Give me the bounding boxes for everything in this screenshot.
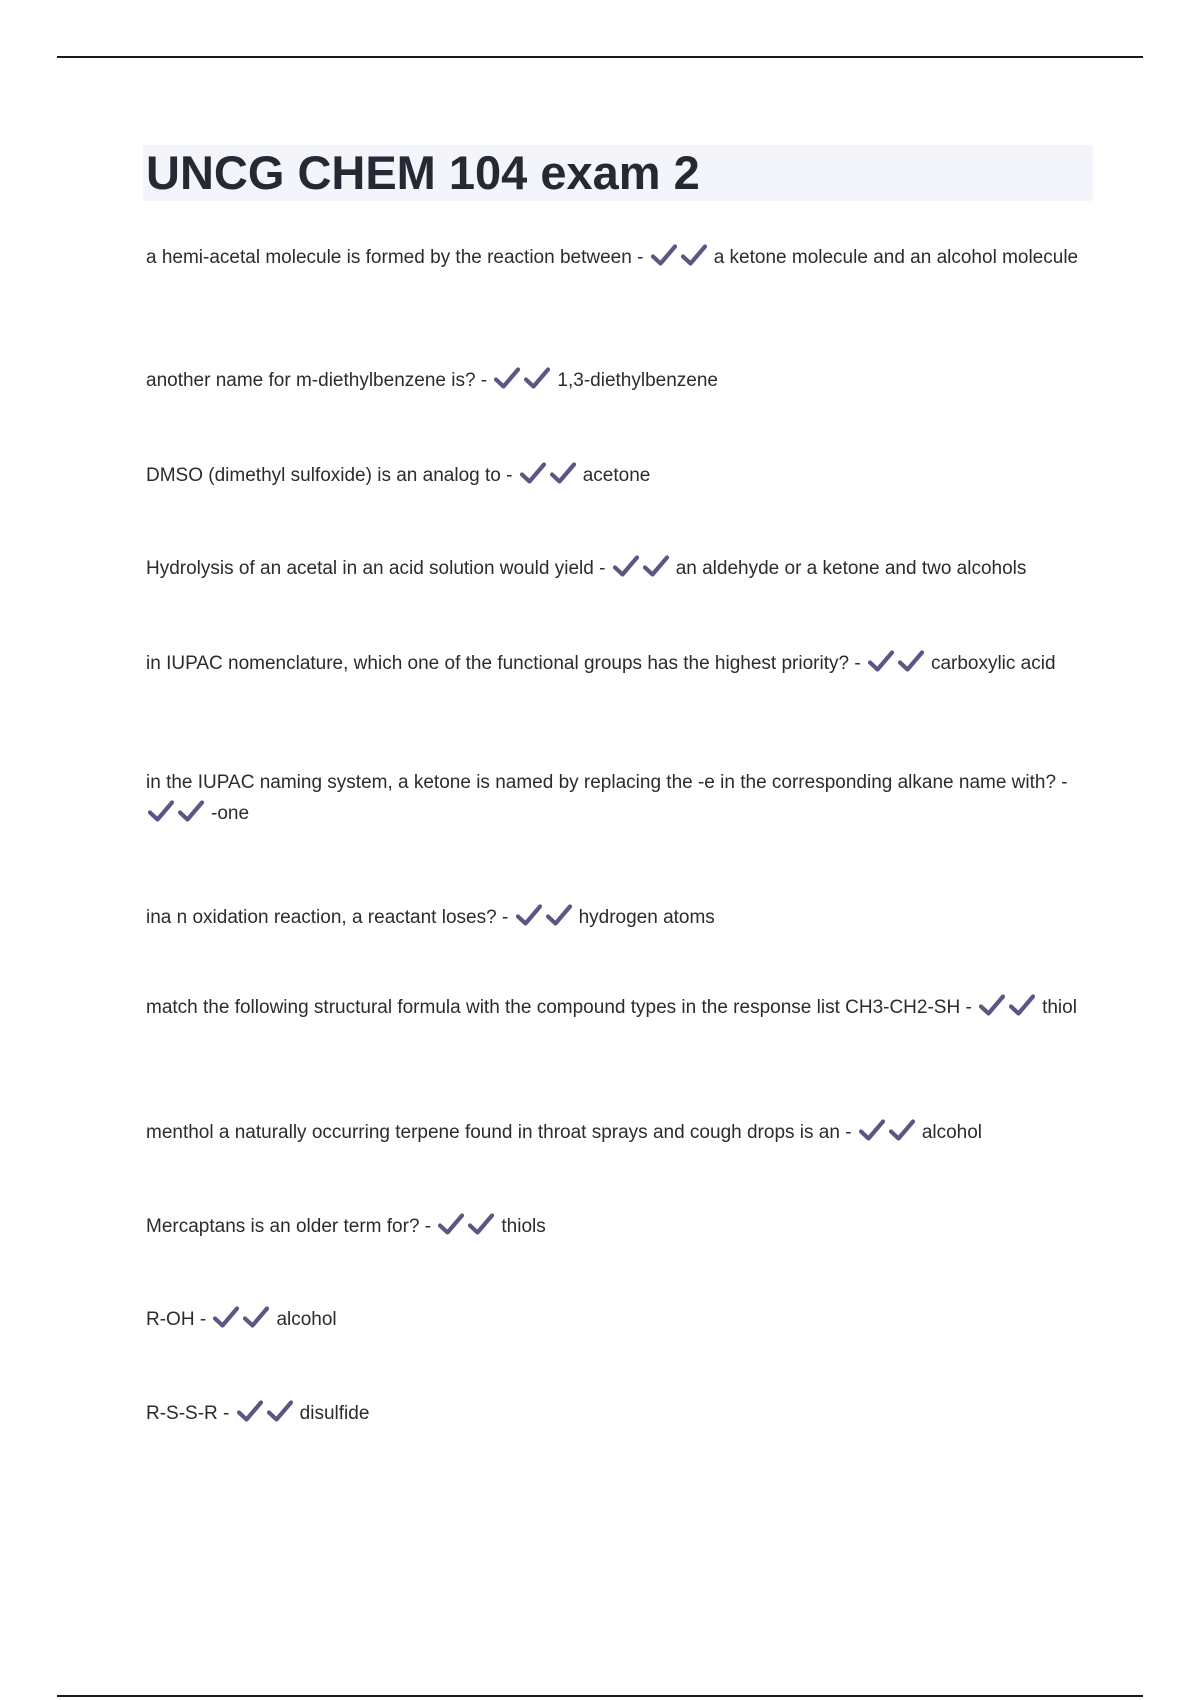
qa-item (146, 648, 1096, 682)
checkmark-icon (468, 1213, 494, 1235)
answer-text: hydrogen atoms (578, 907, 715, 928)
checkmark-icon (243, 1306, 269, 1328)
answer-text: disulfide (299, 1403, 370, 1424)
checkmark-icon (178, 800, 204, 822)
checkmark-icon (494, 367, 520, 389)
checkmark-icon (889, 1119, 915, 1141)
checkmark-icon (859, 1119, 885, 1141)
qa-item (146, 1304, 1096, 1338)
answer-text: thiol (1042, 997, 1077, 1018)
checkmark-icon (237, 1400, 263, 1422)
qa-item (146, 1211, 1096, 1245)
qa-item (146, 553, 1096, 587)
answer-marker (868, 650, 928, 682)
question-text: DMSO (dimethyl sulfoxide) is an analog to - (146, 465, 513, 486)
question-text: in the IUPAC naming system, a ketone is named by replacing the -e in the corresponding alkane name with? - (146, 772, 1068, 793)
answer-marker (979, 994, 1039, 1026)
checkmark-icon (643, 555, 669, 577)
checkmark-icon (1009, 994, 1035, 1016)
checkmark-icon (898, 650, 924, 672)
answer-text: alcohol (921, 1122, 983, 1143)
qa-item (146, 992, 1096, 1026)
checkmark-icon (681, 244, 707, 266)
document-title: UNCG CHEM 104 exam 2 (146, 146, 700, 199)
answer-text: an aldehyde or a ketone and two alcohols (675, 558, 1027, 579)
answer-text: acetone (582, 465, 651, 486)
answer-text: 1,3-diethylbenzene (557, 370, 718, 391)
answer-marker (213, 1306, 273, 1338)
checkmark-icon (148, 800, 174, 822)
checkmark-icon (213, 1306, 239, 1328)
qa-item (146, 1398, 1096, 1432)
checkmark-icon (613, 555, 639, 577)
top-divider (57, 56, 1143, 58)
answer-marker (859, 1119, 919, 1151)
qa-item (146, 242, 1096, 276)
question-text: match the following structural formula with the compound types in the response list CH3-CH2-SH - (146, 997, 972, 1018)
question-text: menthol a naturally occurring terpene found in throat sprays and cough drops is an - (146, 1122, 852, 1143)
answer-text: -one (211, 803, 250, 824)
answer-marker (494, 367, 554, 399)
checkmark-icon (868, 650, 894, 672)
answer-marker (237, 1400, 297, 1432)
qa-item (146, 902, 1096, 936)
checkmark-icon (979, 994, 1005, 1016)
checkmark-icon (520, 462, 546, 484)
answer-text: thiols (501, 1216, 546, 1237)
question-text: another name for m-diethylbenzene is? - (146, 370, 488, 391)
question-text: Hydrolysis of an acetal in an acid solution would yield - (146, 558, 606, 579)
answer-marker (516, 904, 576, 936)
question-text: ina n oxidation reaction, a reactant loses? - (146, 907, 509, 928)
checkmark-icon (267, 1400, 293, 1422)
question-text: a hemi-acetal molecule is formed by the reaction between - (146, 247, 644, 268)
answer-text: alcohol (276, 1309, 337, 1330)
bottom-divider (57, 1695, 1143, 1697)
checkmark-icon (516, 904, 542, 926)
qa-item (146, 365, 1096, 399)
question-text: Mercaptans is an older term for? - (146, 1216, 432, 1237)
answer-text: a ketone molecule and an alcohol molecule (713, 247, 1079, 268)
answer-marker (651, 244, 711, 276)
answer-marker (520, 462, 580, 494)
qa-item (146, 1117, 1096, 1151)
checkmark-icon (550, 462, 576, 484)
checkmark-icon (546, 904, 572, 926)
answer-marker (148, 800, 208, 832)
question-text: R-OH - (146, 1309, 207, 1330)
answer-marker (613, 555, 673, 587)
qa-item (146, 767, 1096, 832)
answer-marker (438, 1213, 498, 1245)
checkmark-icon (651, 244, 677, 266)
answer-text: carboxylic acid (930, 653, 1056, 674)
qa-item (146, 460, 1096, 494)
question-text: in IUPAC nomenclature, which one of the functional groups has the highest priority? - (146, 653, 861, 674)
question-text: R-S-S-R - (146, 1403, 230, 1424)
checkmark-icon (438, 1213, 464, 1235)
checkmark-icon (524, 367, 550, 389)
